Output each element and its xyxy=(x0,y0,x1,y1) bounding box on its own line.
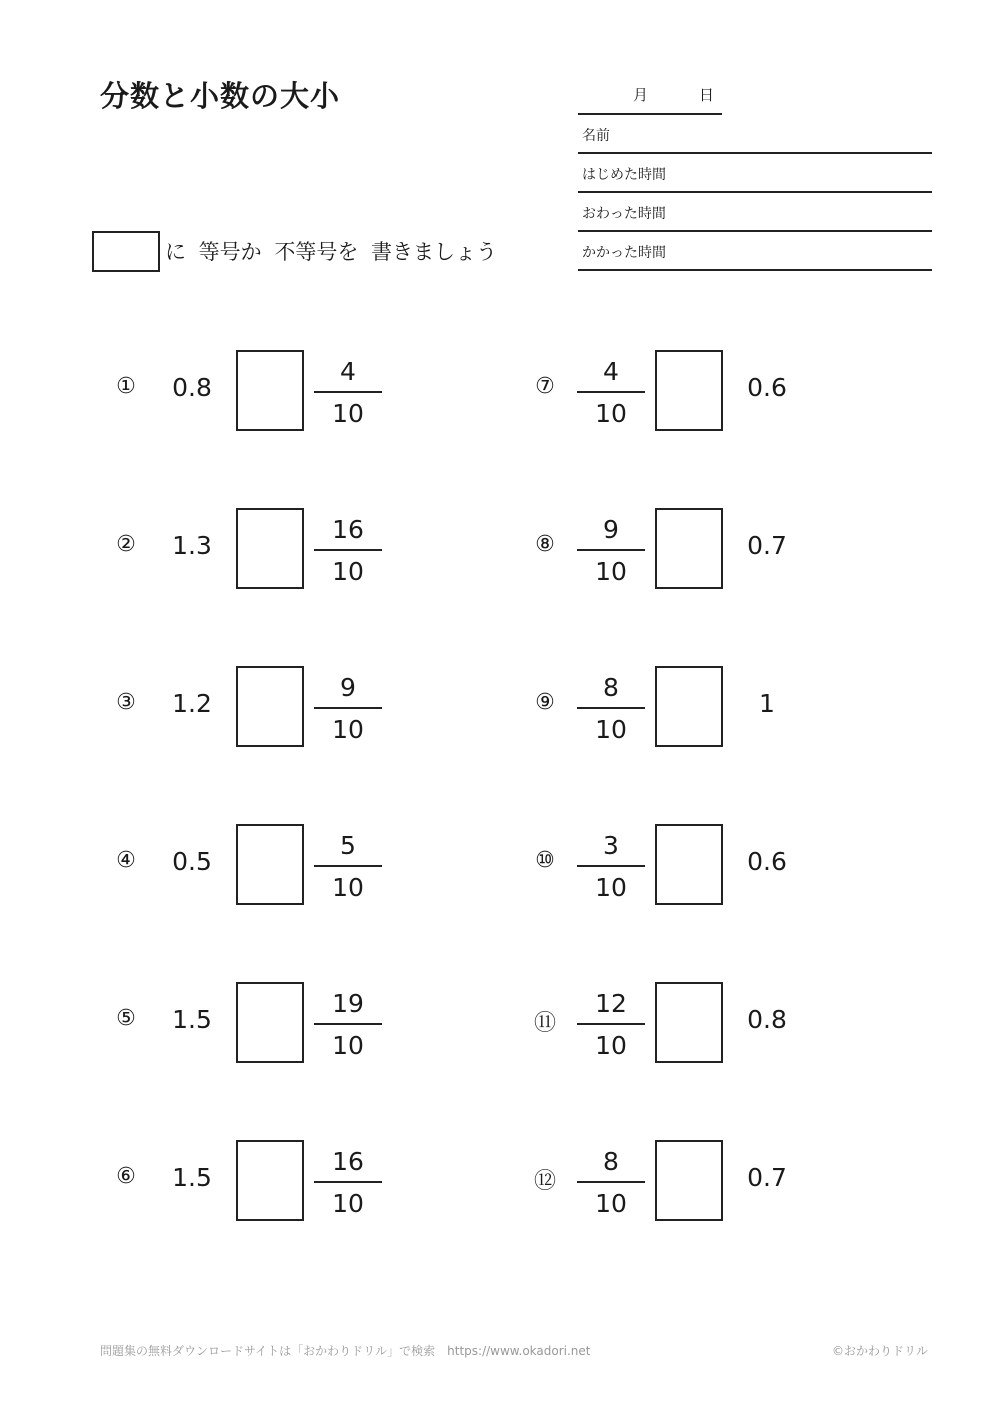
fraction-bar xyxy=(577,707,645,709)
fraction xyxy=(314,831,382,903)
answer-box[interactable] xyxy=(236,1140,304,1221)
denominator: 10 xyxy=(595,1031,627,1060)
numerator: 8 xyxy=(603,673,619,702)
fraction xyxy=(314,989,382,1061)
start-time-label: はじめた時間 xyxy=(582,167,666,183)
problem-number: ④ xyxy=(116,848,136,873)
denominator: 10 xyxy=(332,873,364,902)
denominator: 10 xyxy=(332,715,364,744)
name-field[interactable] xyxy=(578,115,932,154)
decimal-value: 0.7 xyxy=(747,531,787,560)
elapsed-time-field[interactable] xyxy=(578,232,932,271)
fraction-bar xyxy=(314,391,382,393)
answer-box[interactable] xyxy=(655,350,723,431)
fraction xyxy=(577,831,645,903)
decimal-value: 1.5 xyxy=(172,1163,212,1192)
numerator: 4 xyxy=(603,357,619,386)
decimal-value: 0.8 xyxy=(172,373,212,402)
fraction-bar xyxy=(314,1181,382,1183)
denominator: 10 xyxy=(332,1031,364,1060)
fraction xyxy=(314,515,382,587)
problem-number: ⑪ xyxy=(533,1011,556,1036)
answer-box[interactable] xyxy=(655,666,723,747)
answer-box[interactable] xyxy=(236,350,304,431)
decimal-value: 0.6 xyxy=(747,847,787,876)
answer-box[interactable] xyxy=(655,1140,723,1221)
denominator: 10 xyxy=(332,1189,364,1218)
answer-box[interactable] xyxy=(236,824,304,905)
numerator: 16 xyxy=(332,1147,364,1176)
fraction-bar xyxy=(314,707,382,709)
problem-number: ⑤ xyxy=(116,1006,136,1031)
answer-box[interactable] xyxy=(655,824,723,905)
fraction xyxy=(314,1147,382,1219)
date-field[interactable] xyxy=(578,84,722,115)
denominator: 10 xyxy=(595,873,627,902)
problem-number: ⑩ xyxy=(535,848,555,873)
denominator: 10 xyxy=(595,557,627,586)
fraction xyxy=(577,989,645,1061)
answer-box[interactable] xyxy=(236,508,304,589)
name-label: 名前 xyxy=(582,128,610,144)
numerator: 3 xyxy=(603,831,619,860)
problem-number: ⑫ xyxy=(533,1169,556,1194)
fraction xyxy=(314,357,382,429)
fraction-bar xyxy=(577,391,645,393)
problem-number: ① xyxy=(116,374,136,399)
numerator: 19 xyxy=(332,989,364,1018)
fraction xyxy=(314,673,382,745)
fraction-bar xyxy=(577,865,645,867)
fraction-bar xyxy=(577,1023,645,1025)
problem-number: ⑨ xyxy=(535,690,555,715)
denominator: 10 xyxy=(595,399,627,428)
denominator: 10 xyxy=(332,399,364,428)
problem-number: ② xyxy=(116,532,136,557)
numerator: 9 xyxy=(603,515,619,544)
fraction-bar xyxy=(577,1181,645,1183)
decimal-value: 0.6 xyxy=(747,373,787,402)
numerator: 12 xyxy=(595,989,627,1018)
fraction xyxy=(577,357,645,429)
month-label: 月 xyxy=(633,86,649,104)
problem-number: ③ xyxy=(116,690,136,715)
denominator: 10 xyxy=(595,1189,627,1218)
start-time-field[interactable] xyxy=(578,154,932,193)
answer-box[interactable] xyxy=(236,666,304,747)
decimal-value: 0.5 xyxy=(172,847,212,876)
numerator: 9 xyxy=(340,673,356,702)
instruction-text: に 等号か 不等号を 書きましょう xyxy=(165,240,498,264)
fraction-bar xyxy=(314,865,382,867)
decimal-value: 1.2 xyxy=(172,689,212,718)
footer-copyright: ©おかわりドリル xyxy=(831,1344,928,1358)
instruction-example-box xyxy=(92,231,160,272)
fraction-bar xyxy=(314,549,382,551)
answer-box[interactable] xyxy=(655,508,723,589)
end-time-field[interactable] xyxy=(578,193,932,232)
answer-box[interactable] xyxy=(236,982,304,1063)
footer-site-note: 問題集の無料ダウンロードサイトは「おかわりドリル」で検索 https://www.okadori.net xyxy=(100,1344,591,1358)
numerator: 16 xyxy=(332,515,364,544)
fraction xyxy=(577,515,645,587)
decimal-value: 1.5 xyxy=(172,1005,212,1034)
day-label: 日 xyxy=(699,86,715,104)
decimal-value: 1 xyxy=(759,689,775,718)
fraction-bar xyxy=(577,549,645,551)
denominator: 10 xyxy=(595,715,627,744)
decimal-value: 0.8 xyxy=(747,1005,787,1034)
problem-number: ⑧ xyxy=(535,532,555,557)
decimal-value: 1.3 xyxy=(172,531,212,560)
decimal-value: 0.7 xyxy=(747,1163,787,1192)
numerator: 5 xyxy=(340,831,356,860)
answer-box[interactable] xyxy=(655,982,723,1063)
problem-number: ⑥ xyxy=(116,1164,136,1189)
fraction xyxy=(577,673,645,745)
fraction-bar xyxy=(314,1023,382,1025)
elapsed-time-label: かかった時間 xyxy=(582,245,666,261)
end-time-label: おわった時間 xyxy=(582,206,666,222)
denominator: 10 xyxy=(332,557,364,586)
fraction xyxy=(577,1147,645,1219)
numerator: 8 xyxy=(603,1147,619,1176)
problem-number: ⑦ xyxy=(535,374,555,399)
page-title: 分数と小数の大小 xyxy=(100,79,341,113)
numerator: 4 xyxy=(340,357,356,386)
